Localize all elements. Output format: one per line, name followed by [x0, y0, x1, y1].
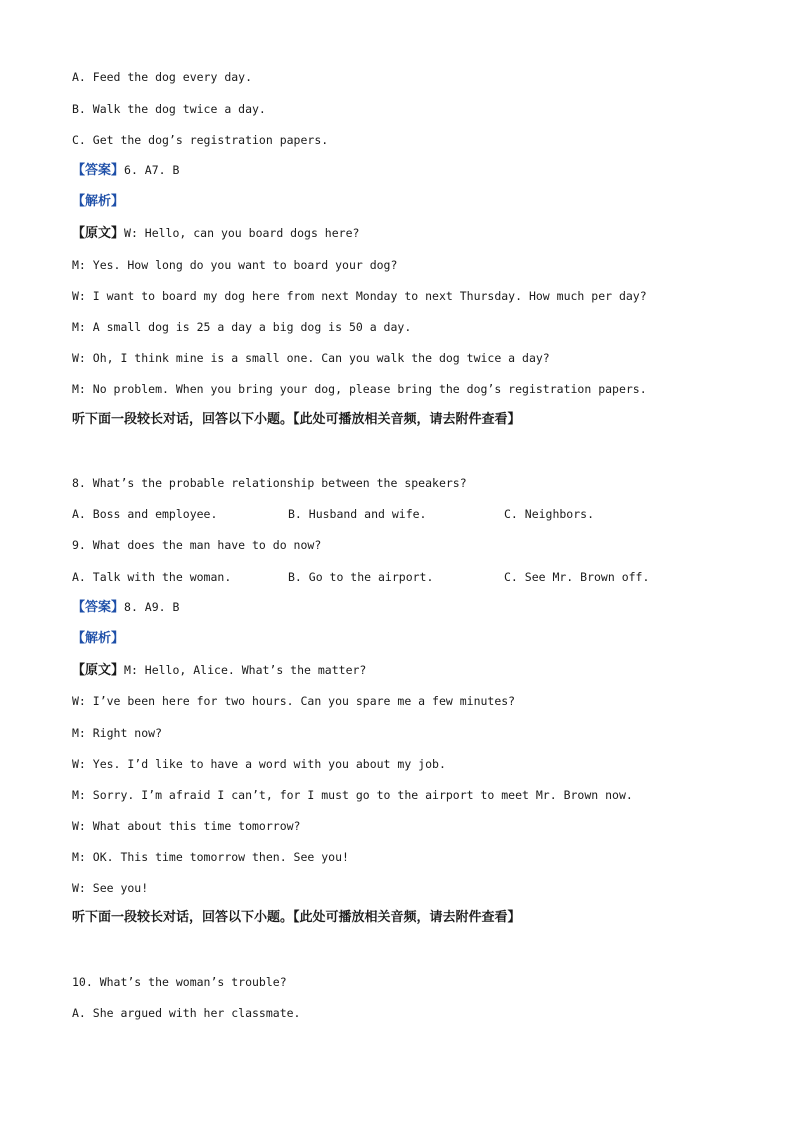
option-b: B. Walk the dog twice a day.: [72, 102, 266, 116]
option-b: B. Go to the airport.: [288, 570, 434, 584]
transcript-line: M: OK. This time tomorrow then. See you!: [72, 850, 349, 864]
transcript-line: W: I’ve been here for two hours. Can you spare me a few minutes?: [72, 694, 516, 708]
transcript-tag: 【原文】: [72, 663, 125, 678]
option-c: C. See Mr. Brown off.: [504, 570, 650, 584]
answer-text: 8. A9. B: [124, 600, 180, 614]
analysis-line: [72, 631, 124, 646]
transcript-line: M: Sorry. I’m afraid I can’t, for I must go to the airport to meet Mr. Brown now.: [72, 788, 633, 802]
option-a: A. Feed the dog every day.: [72, 70, 253, 84]
transcript-line: W: See you!: [72, 881, 149, 895]
answer-text: 6. A7. B: [124, 163, 180, 177]
answer-tag: 【答案】: [72, 163, 125, 178]
listen-instruction: 听下面一段较长对话，回答以下小题。【此处可播放相关音频，请去附件查看】: [72, 910, 521, 925]
analysis-tag: 【解析】: [72, 631, 125, 646]
option-c: C. Get the dog’s registration papers.: [72, 133, 329, 147]
answer-line: [72, 600, 179, 615]
transcript-line-text: W: Hello, can you board dogs here?: [124, 226, 360, 240]
transcript-line: W: Yes. I’d like to have a word with you about my job.: [72, 757, 446, 771]
transcript-line: [72, 663, 366, 678]
transcript-line: M: Yes. How long do you want to board your dog?: [72, 258, 398, 272]
analysis-tag: 【解析】: [72, 194, 125, 209]
option-a: A. Talk with the woman.: [72, 570, 232, 584]
transcript-tag: 【原文】: [72, 226, 125, 241]
option-b: B. Husband and wife.: [288, 507, 427, 521]
transcript-line: W: I want to board my dog here from next Monday to next Thursday. How much per day?: [72, 289, 647, 303]
transcript-line: W: What about this time tomorrow?: [72, 819, 301, 833]
answer-tag: 【答案】: [72, 600, 125, 615]
transcript-line: M: No problem. When you bring your dog, please bring the dog’s registration papers.: [72, 382, 647, 396]
option-a: A. She argued with her classmate.: [72, 1006, 301, 1020]
transcript-line: W: Oh, I think mine is a small one. Can you walk the dog twice a day?: [72, 351, 550, 365]
option-c: C. Neighbors.: [504, 507, 595, 521]
transcript-line: M: Right now?: [72, 726, 163, 740]
answer-line: [72, 163, 179, 178]
listen-instruction: 听下面一段较长对话，回答以下小题。【此处可播放相关音频，请去附件查看】: [72, 412, 521, 427]
question-8: 8. What’s the probable relationship between the speakers?: [72, 476, 467, 490]
transcript-line-text: M: Hello, Alice. What’s the matter?: [124, 663, 367, 677]
analysis-line: [72, 194, 124, 209]
option-a: A. Boss and employee.: [72, 507, 218, 521]
transcript-line: M: A small dog is 25 a day a big dog is 50 a day.: [72, 320, 412, 334]
question-9: 9. What does the man have to do now?: [72, 538, 322, 552]
transcript-line: [72, 226, 359, 241]
question-10: 10. What’s the woman’s trouble?: [72, 975, 287, 989]
